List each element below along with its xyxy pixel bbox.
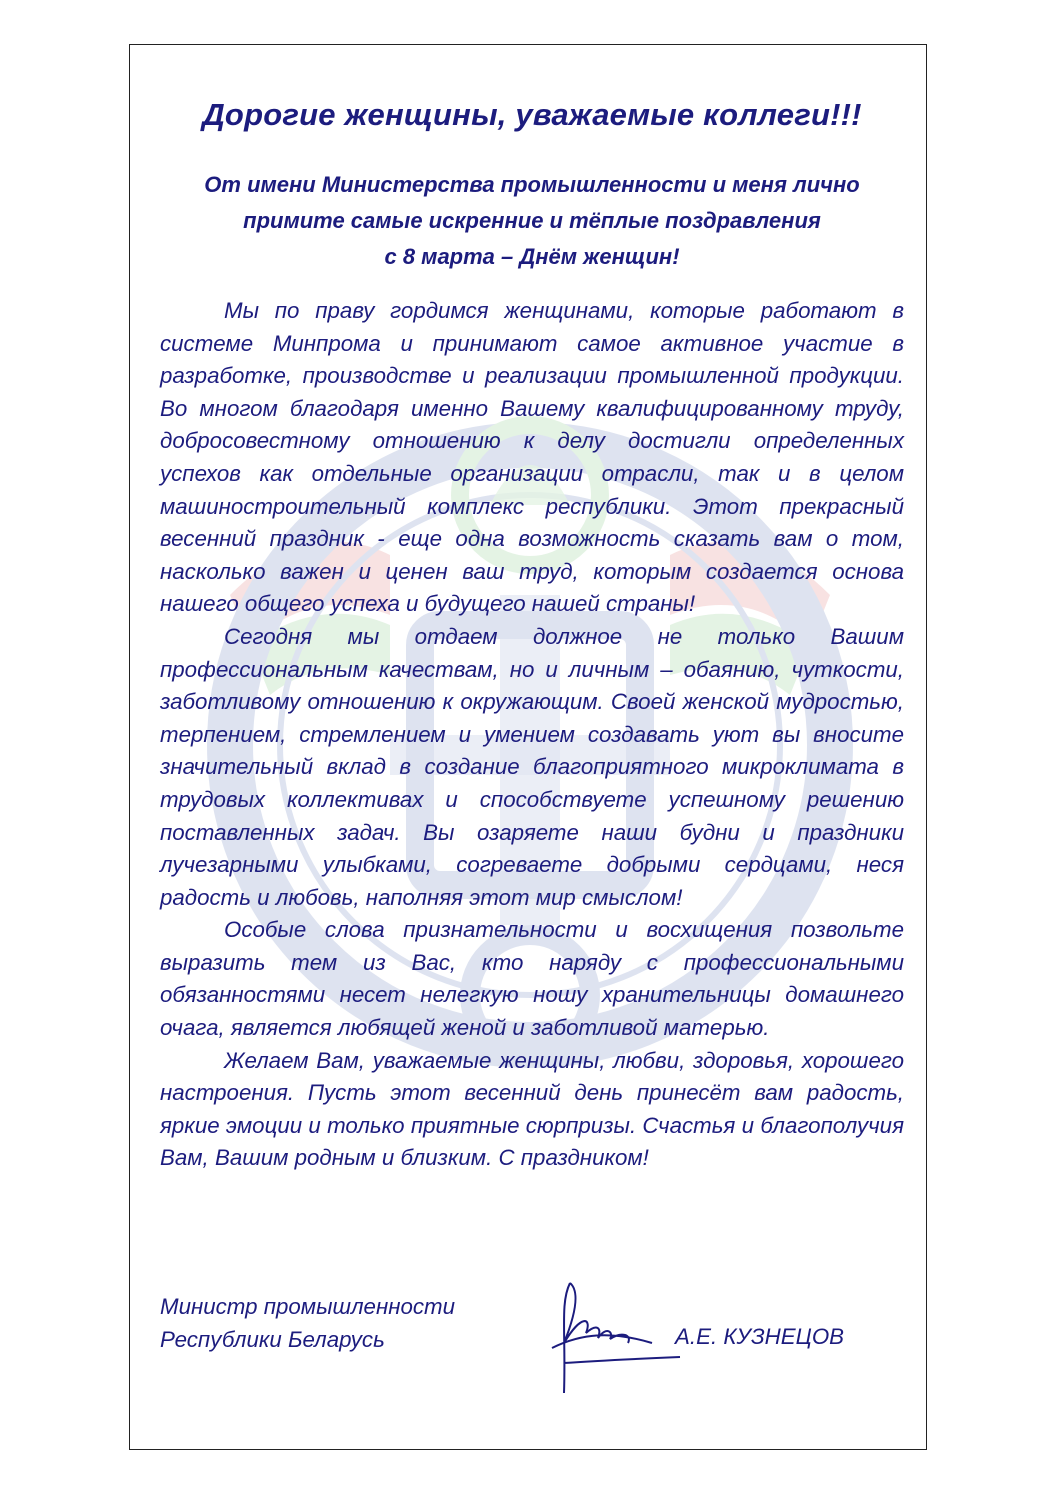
- letter-subtitle: [160, 167, 904, 275]
- signatory-title-line: Министр промышленности: [160, 1294, 456, 1319]
- body-paragraph: Желаем Вам, уважаемые женщины, любви, здоровья, хорошего настроения. Пусть этот весенний день принесёт вам радость, яркие эмоции и только приятные сюрпризы. Счастья и благополучия Вам, Вашим родным и близким. С праздником!: [160, 1047, 904, 1171]
- body-paragraph: Особые слова признательности и восхищения позвольте выразить тем из Вас, кто наряду с профессиональными обязанностями несет нелегкую ношу хранительницы домашнего очага, является любящей женой и заботливой матерью.: [160, 917, 904, 1041]
- body-paragraph: Сегодня мы отдаем должное не только Вашим профессиональным качествам, но и личным – обаянию, чуткости, заботливому отношению к окружающим. Своей женской мудростью, терпением, стремлением и умением создавать уют вы вносите значительный вклад в создание благоприятного микроклимата в трудовых коллективах и способствуете успешному решению поставленных задач. Вы озаряете наши будни и праздники лучезарными улыбками, согреваете добрыми сердцами, неся радость и любовь, наполняя этот мир смыслом!: [160, 623, 904, 910]
- letter-title: Дорогие женщины, уважаемые коллеги!!!: [202, 97, 862, 132]
- body-paragraph: Мы по праву гордимся женщинами, которые работают в системе Минпрома и принимают самое активное участие в разработке, производстве и реализации промышленной продукции. Во многом благодаря именно Вашему квалифицированному труду, добросовестному отношению к делу достигли определенных успехов как отдельные организации отрасли, так и в целом машиностроительный комплекс республики. Этот прекрасный весенний праздник - еще одна возможность сказать вам о том, насколько важен и ценен ваш труд, которым создается основа нашего общего успеха и будущего нашей страны!: [160, 298, 904, 617]
- handwritten-signature-icon: [542, 1273, 682, 1401]
- subtitle-line: От имени Министерства промышленности и меня лично: [204, 172, 860, 197]
- signatory-name: А.Е. КУЗНЕЦОВ: [675, 1324, 845, 1349]
- letter-frame: [129, 44, 927, 1450]
- signatory-title-line: Республики Беларусь: [160, 1326, 385, 1352]
- signatory-title: [160, 1291, 455, 1356]
- letter-body: [160, 295, 904, 1175]
- subtitle-line: примите самые искренние и тёплые поздравления: [243, 208, 821, 233]
- subtitle-line: с 8 марта – Днём женщин!: [384, 244, 680, 269]
